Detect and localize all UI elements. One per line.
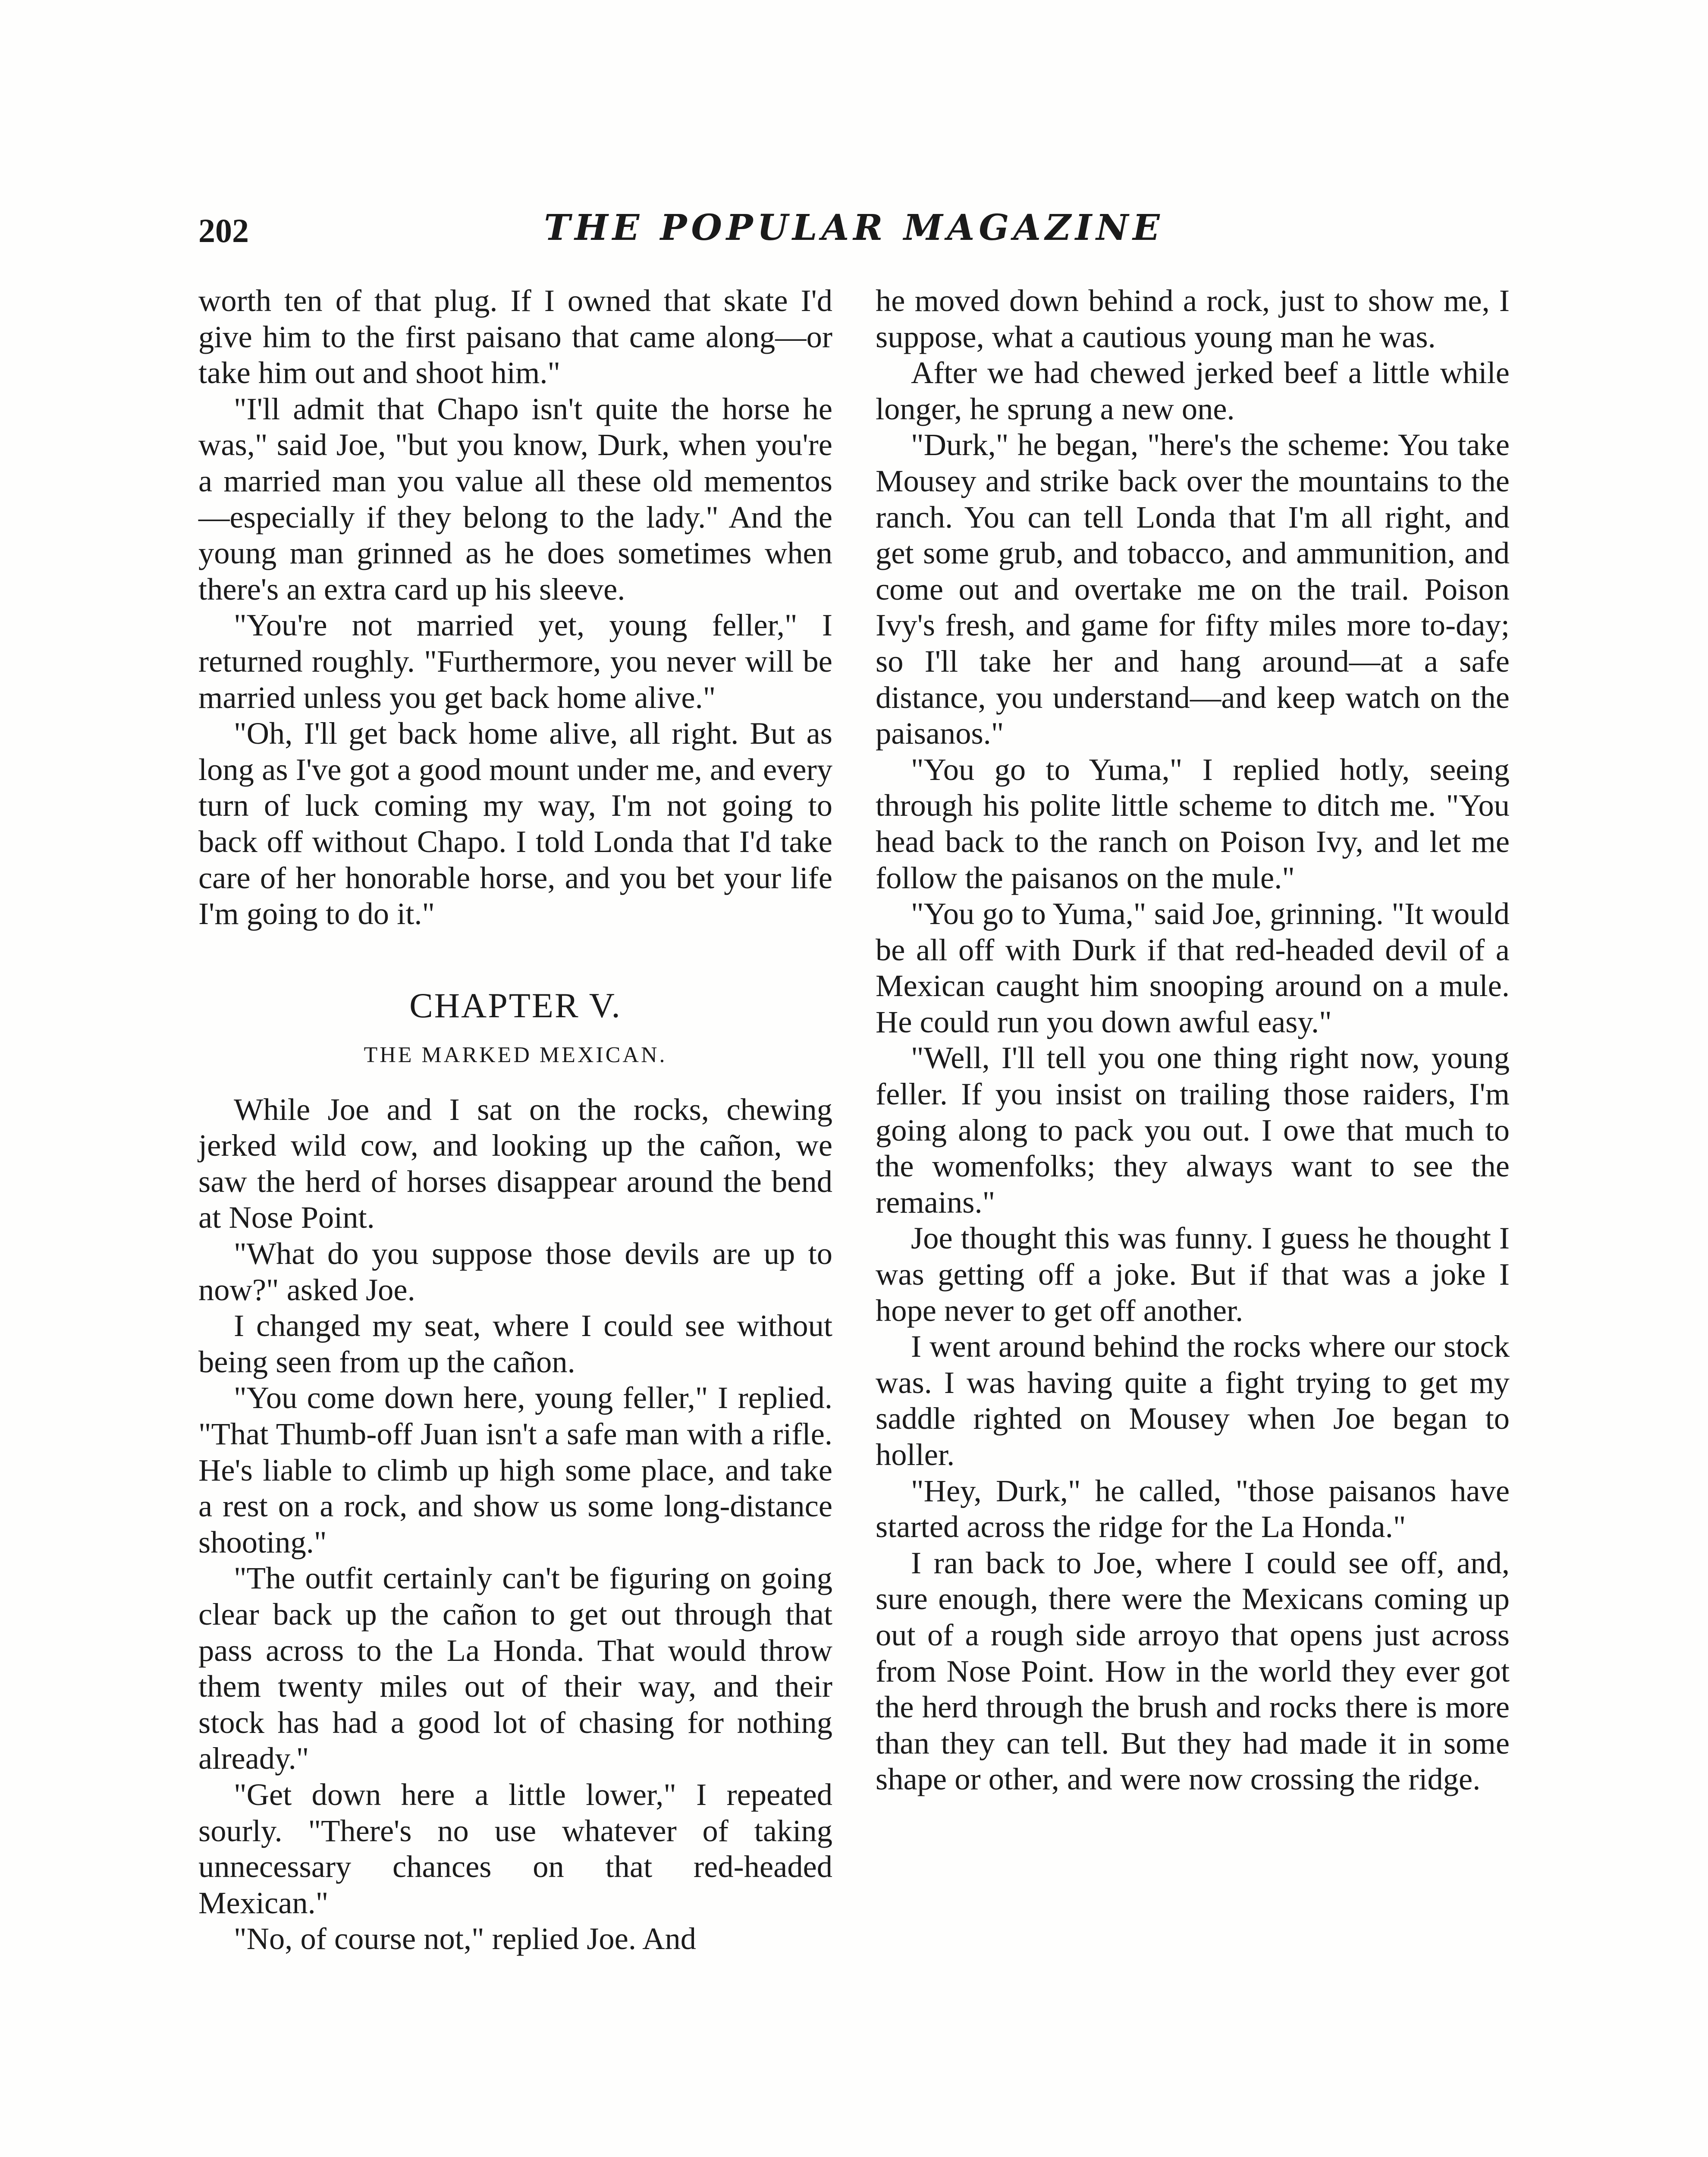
paragraph: "You come down here, young feller," I replied. "That Thumb-off Juan isn't a safe man with a rifle. He's liable to climb up high some place, and take a rest on a rock, and show us some long-distance shooting." [198, 1380, 832, 1560]
paragraph: "Oh, I'll get back home alive, all right. But as long as I've got a good mount under me, and every turn of luck coming my way, I'm not going to back off without Chapo. I told Londa that I'd take care of her honorable horse, and you bet your life I'm going to do it." [198, 716, 832, 931]
paragraph: Joe thought this was funny. I guess he thought I was getting off a joke. But if that was a joke I hope never to get off another. [876, 1220, 1510, 1328]
paragraph: "No, of course not," replied Joe. And [234, 1921, 696, 1956]
paragraph: he moved down behind a rock, just to show me, I suppose, what a cautious young man he was. [876, 283, 1510, 354]
paragraph: "The outfit certainly can't be figuring on going clear back up the cañon to get out through that pass across to the La Honda. That would throw them twenty miles out of their way, and their stock has had a good lot of chasing for nothing already." [198, 1560, 832, 1776]
paragraph: "I'll admit that Chapo isn't quite the horse he was," said Joe, "but you know, Durk, when you're a married man you value all these old mementos—especially if they belong to the lady." And the young man grinned as he does sometimes when there's an extra card up his sleeve. [198, 391, 832, 607]
paragraph: I ran back to Joe, where I could see off, and, sure enough, there were the Mexicans coming up out of a rough side arroyo that opens just across from Nose Point. How in the world they ever got the herd through the brush and rocks there is more than they can tell. But they had made it in some shape or other, and were now crossing the ridge. [876, 1545, 1510, 1797]
paragraph: "Hey, Durk," he called, "those paisanos have started across the ridge for the La Honda." [876, 1473, 1510, 1544]
left-column [198, 283, 832, 1957]
paragraph: After we had chewed jerked beef a little while longer, he sprung a new one. [876, 355, 1510, 426]
paragraph: worth ten of that plug. If I owned that skate I'd give him to the first paisano that came along—or take him out and shoot him." [198, 283, 832, 390]
paragraph: "You're not married yet, young feller," I returned roughly. "Furthermore, you never will be married unless you get back home alive." [198, 607, 832, 715]
chapter-heading: CHAPTER V. [409, 985, 622, 1025]
page-header [198, 207, 1510, 267]
paragraph: I went around behind the rocks where our stock was. I was having quite a fight trying to get my saddle righted on Mousey when Joe began to holler. [876, 1329, 1510, 1472]
paragraph: "You go to Yuma," said Joe, grinning. "It would be all off with Durk if that red-headed devil of a Mexican caught him snooping around on a mule. He could run you down awful easy." [876, 896, 1510, 1039]
magazine-title: THE POPULAR MAGAZINE [544, 207, 1164, 248]
page-number: 202 [198, 212, 249, 249]
paragraph: "Get down here a little lower," I repeated sourly. "There's no use whatever of taking unnecessary chances on that red-headed Mexican." [198, 1777, 832, 1920]
paragraph: "Well, I'll tell you one thing right now, young feller. If you insist on trailing those raiders, I'm going along to pack you out. I owe that much to the womenfolks; they always want to see the remains." [876, 1040, 1510, 1220]
right-column [876, 283, 1510, 1797]
paragraph: While Joe and I sat on the rocks, chewing jerked wild cow, and looking up the cañon, we saw the herd of horses disappear around the bend at Nose Point. [198, 1091, 832, 1235]
paragraph: "What do you suppose those devils are up to now?" asked Joe. [198, 1236, 832, 1307]
paragraph: I changed my seat, where I could see without being seen from up the cañon. [198, 1308, 832, 1379]
paragraph: "Durk," he began, "here's the scheme: You take Mousey and strike back over the mountains to the ranch. You can tell Londa that I'm all right, and get some grub, and tobacco, and ammunition, and come out and overtake me on the trail. Poison Ivy's fresh, and game for fifty miles more to-day; so I'll take her and hang around—at a safe distance, you understand—and keep watch on the paisanos." [876, 427, 1510, 751]
chapter-subtitle: THE MARKED MEXICAN. [364, 1042, 667, 1067]
paragraph: "You go to Yuma," I replied hotly, seeing through his polite little scheme to ditch me. "You head back to the ranch on Poison Ivy, and let me follow the paisanos on the mule." [876, 751, 1510, 895]
